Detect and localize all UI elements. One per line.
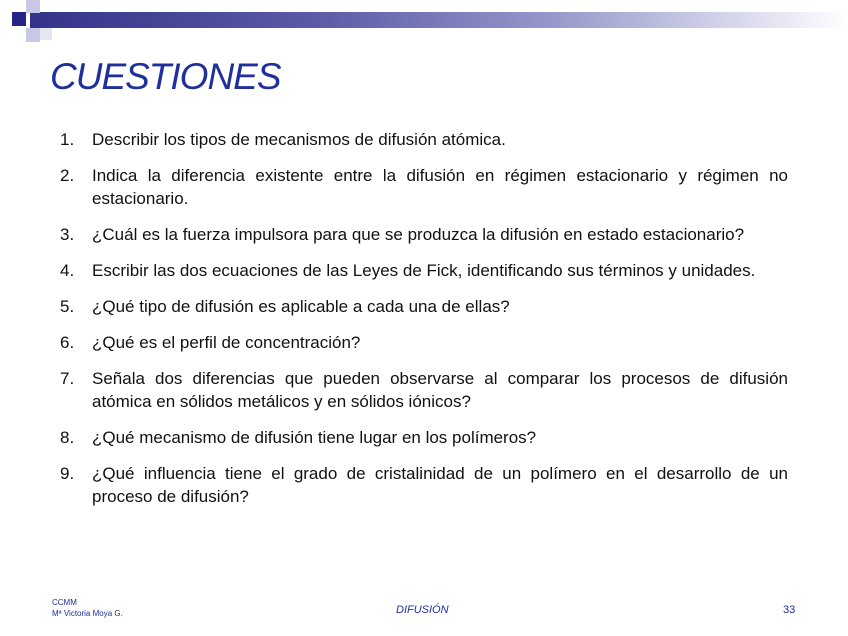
- question-text: ¿Qué tipo de difusión es aplicable a cada una de ellas?: [92, 297, 510, 316]
- page-number: 33: [783, 604, 796, 616]
- question-text: ¿Qué es el perfil de concentración?: [92, 333, 361, 352]
- question-text: ¿Qué influencia tiene el grado de cristalinidad de un polímero en el desarrollo de un proceso de difusión?: [92, 464, 788, 506]
- question-number: 4.: [60, 261, 75, 280]
- decorative-square: [26, 28, 40, 42]
- decorative-square: [26, 0, 40, 13]
- question-number: 9.: [60, 464, 75, 483]
- question-number: 3.: [60, 225, 75, 244]
- question-text: ¿Qué mecanismo de difusión tiene lugar en los polímeros?: [92, 428, 537, 447]
- question-number: 1.: [60, 130, 75, 149]
- question-item: [60, 223, 788, 246]
- footer-author: Mª Victoria Moya G.: [52, 609, 123, 618]
- footer-author-block: [52, 597, 123, 619]
- decorative-square: [40, 28, 52, 40]
- question-text: Indica la diferencia existente entre la difusión en régimen estacionario y régimen no estacionario.: [92, 166, 788, 208]
- decorative-square: [12, 12, 26, 26]
- question-number: 8.: [60, 428, 75, 447]
- question-text: Describir los tipos de mecanismos de difusión atómica.: [92, 130, 506, 149]
- question-item: [60, 259, 788, 282]
- question-number: 6.: [60, 333, 75, 352]
- question-list: [60, 128, 788, 508]
- question-item: [60, 128, 788, 151]
- question-text: ¿Cuál es la fuerza impulsora para que se produzca la difusión en estado estacionario?: [92, 225, 745, 244]
- question-item: [60, 164, 788, 210]
- header-decoration-band: [30, 12, 848, 28]
- question-text: Escribir las dos ecuaciones de las Leyes de Fick, identificando sus términos y unidades.: [92, 261, 756, 280]
- question-text: Señala dos diferencias que pueden observarse al comparar los procesos de difusión atómica en sólidos metálicos y en sólidos iónicos?: [92, 369, 788, 411]
- slide-title: CUESTIONES: [50, 56, 281, 97]
- question-item: [60, 426, 788, 449]
- question-item: [60, 331, 788, 354]
- question-number: 2.: [60, 166, 75, 185]
- question-item: [60, 367, 788, 413]
- question-item: [60, 295, 788, 318]
- question-number: 7.: [60, 369, 75, 388]
- footer-org: CCMM: [52, 598, 77, 607]
- question-item: [60, 462, 788, 508]
- question-number: 5.: [60, 297, 75, 316]
- footer-topic: DIFUSIÓN: [396, 604, 449, 616]
